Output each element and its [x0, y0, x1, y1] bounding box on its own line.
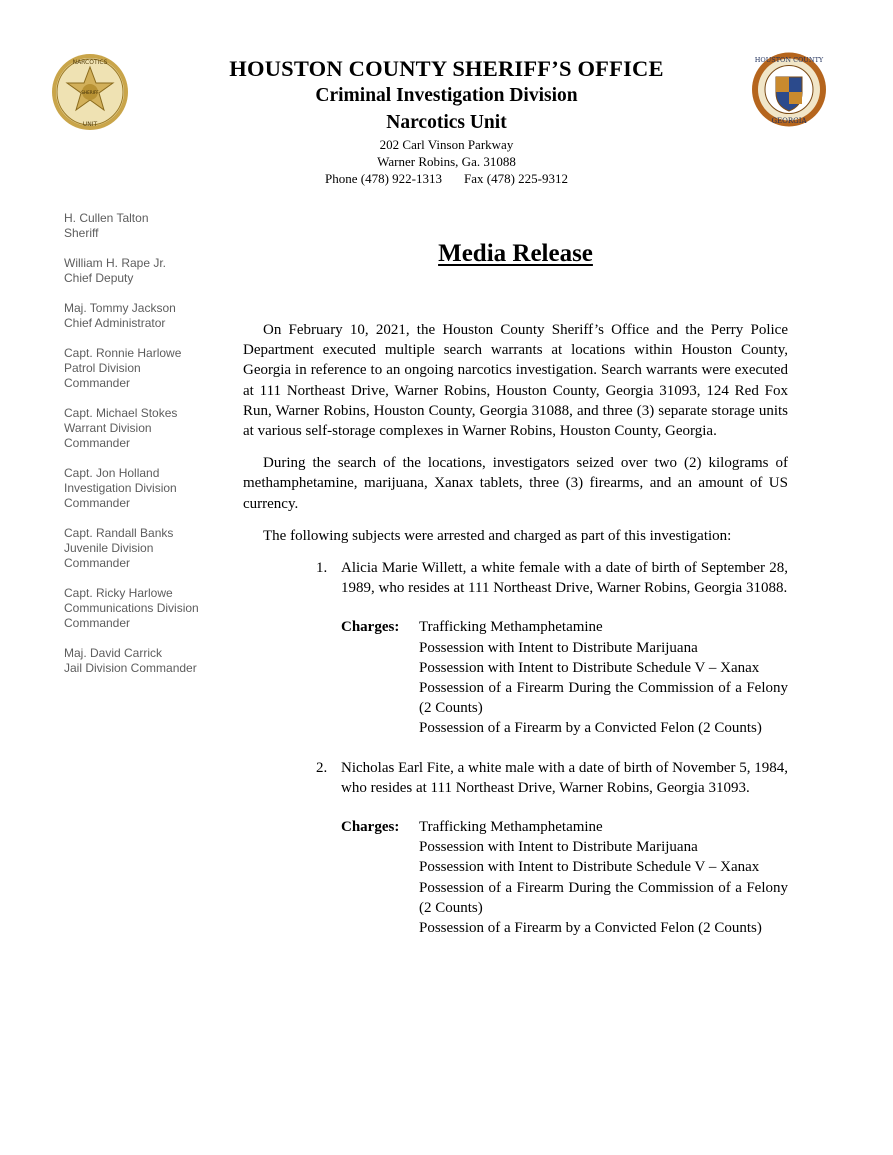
staff-title: Chief Deputy — [64, 271, 134, 285]
subject-description: Nicholas Earl Fite, a white male with a date of birth of November 5, 1984, who resides at 111 Northeast Drive, Warner Robins, Georgia 31093. — [341, 759, 788, 796]
contact-line — [150, 170, 743, 187]
seal-right-bottom-text: GEORGIA — [771, 117, 807, 125]
seal-right-top-text: HOUSTON COUNTY — [754, 56, 824, 64]
charge-item: Possession of a Firearm During the Commission of a Felony (2 Counts) — [419, 680, 788, 717]
staff-name: Capt. Jon Holland — [64, 466, 160, 480]
staff-name: William H. Rape Jr. — [64, 256, 167, 270]
release-body — [243, 320, 788, 938]
staff-title: Commander — [64, 496, 131, 510]
staff-title: Commander — [64, 616, 131, 630]
staff-name: Capt. Ronnie Harlowe — [64, 346, 182, 360]
staff-title: Jail Division Commander — [64, 661, 197, 675]
division-name: Criminal Investigation Division — [315, 85, 578, 106]
staff-title: Patrol Division — [64, 361, 141, 375]
narcotics-unit-seal-icon — [50, 53, 130, 131]
paragraph: On February 10, 2021, the Houston County Sheriff’s Office and the Perry Police Department executed multiple search warrants at locations within Houston County, Georgia in reference to an ongoing narcotics investigation. Search warrants were executed at 111 Northeast Drive, Warner Robins, Houston County, Georgia 31093, 124 Red Fox Run, Warner Robins, Houston County, Georgia 31088, and three (3) separate storage units at various self-storage complexes in Warner Robins, Houston County, Georgia. — [243, 322, 788, 440]
subject-entry — [243, 758, 788, 939]
seal-left-bottom-text: UNIT — [82, 121, 98, 128]
staff-sidebar — [64, 211, 224, 691]
charge-item: Possession of a Firearm by a Convicted Felon (2 Counts) — [419, 920, 762, 937]
staff-name: H. Cullen Talton — [64, 211, 149, 225]
staff-entry — [64, 586, 224, 631]
address-line-1: 202 Carl Vinson Parkway — [379, 137, 514, 152]
address-line-2: Warner Robins, Ga. 31088 — [377, 154, 516, 169]
fax-number: Fax (478) 225-9312 — [464, 171, 568, 186]
subject-number: 2. — [316, 759, 328, 776]
office-name: HOUSTON COUNTY SHERIFF’S OFFICE — [229, 56, 664, 81]
charges-label: Charges: — [341, 819, 400, 836]
houston-county-seal-icon — [751, 51, 827, 128]
staff-entry — [64, 346, 224, 391]
staff-title: Sheriff — [64, 226, 99, 240]
staff-title: Commander — [64, 376, 131, 390]
charge-item: Possession of a Firearm During the Commission of a Felony (2 Counts) — [419, 879, 788, 916]
staff-entry — [64, 211, 224, 241]
staff-title: Juvenile Division — [64, 541, 154, 555]
charge-item: Trafficking Methamphetamine — [419, 819, 603, 836]
staff-name: Capt. Michael Stokes — [64, 406, 178, 420]
letterhead — [150, 56, 743, 187]
subject-description: Alicia Marie Willett, a white female with a date of birth of September 28, 1989, who resides at 111 Northeast Drive, Warner Robins, Georgia 31088. — [341, 560, 788, 597]
release-title: Media Release — [438, 240, 593, 267]
staff-entry — [64, 406, 224, 451]
staff-title: Chief Administrator — [64, 316, 166, 330]
staff-title: Commander — [64, 556, 131, 570]
staff-title: Commander — [64, 436, 131, 450]
seal-left-top-text: NARCOTICS — [72, 59, 108, 66]
charge-item: Possession with Intent to Distribute Marijuana — [419, 839, 698, 856]
seal-left-center-text: SHERIFF — [81, 90, 99, 95]
charges-block — [341, 617, 788, 738]
staff-name: Capt. Ricky Harlowe — [64, 586, 173, 600]
staff-title: Investigation Division — [64, 481, 177, 495]
charge-item: Possession with Intent to Distribute Marijuana — [419, 639, 698, 656]
staff-entry — [64, 646, 224, 676]
subject-number: 1. — [316, 560, 328, 577]
release-title-container — [243, 240, 788, 268]
staff-name: Maj. Tommy Jackson — [64, 301, 176, 315]
staff-entry — [64, 466, 224, 511]
staff-title: Communications Division — [64, 601, 199, 615]
paragraph: The following subjects were arrested and charged as part of this investigation: — [263, 527, 732, 544]
staff-name: Capt. Randall Banks — [64, 526, 174, 540]
paragraph: During the search of the locations, investigators seized over two (2) kilograms of methamphetamine, marijuana, Xanax tablets, three (3) firearms, and an amount of US currency. — [243, 455, 788, 512]
staff-entry — [64, 526, 224, 571]
charge-item: Possession with Intent to Distribute Schedule V – Xanax — [419, 859, 760, 876]
unit-name: Narcotics Unit — [386, 112, 507, 133]
staff-entry — [64, 301, 224, 331]
staff-title: Warrant Division — [64, 421, 152, 435]
charge-item: Trafficking Methamphetamine — [419, 619, 603, 636]
subject-entry — [243, 558, 788, 739]
charge-item: Possession of a Firearm by a Convicted Felon (2 Counts) — [419, 720, 762, 737]
staff-entry — [64, 256, 224, 286]
charge-item: Possession with Intent to Distribute Schedule V – Xanax — [419, 659, 760, 676]
staff-name: Maj. David Carrick — [64, 646, 163, 660]
phone-number: Phone (478) 922-1313 — [325, 171, 442, 186]
charges-label: Charges: — [341, 619, 400, 636]
charges-block — [341, 817, 788, 938]
